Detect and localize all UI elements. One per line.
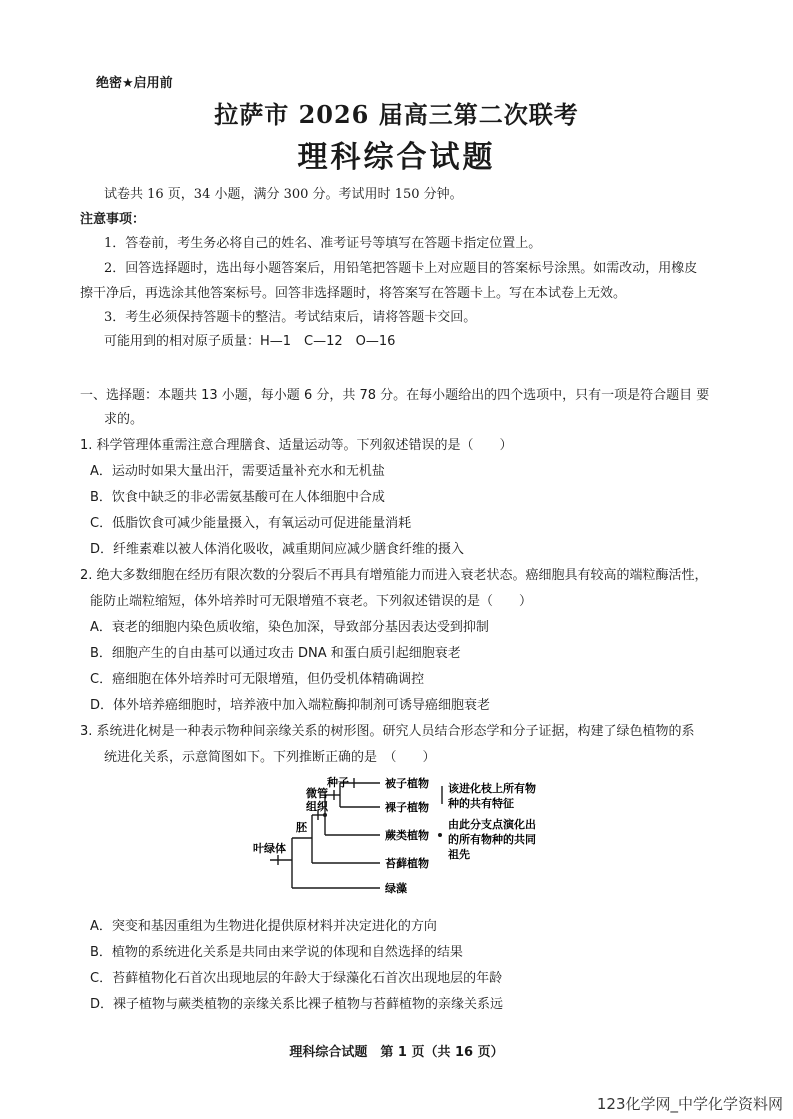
- trait-label-seed: 种子: [327, 776, 349, 789]
- question-2-stem-cont: 能防止端粒缩短，体外培养时可无限增殖不衰老。下列叙述错误的是（ ）: [90, 594, 533, 609]
- question-1-option-a: A．运动时如果大量出汗，需要适量补充水和无机盐: [90, 464, 385, 479]
- trait-label-vascular-2: 组织: [306, 800, 328, 813]
- exam-title: 拉萨市 2026 届高三第二次联考: [214, 100, 579, 129]
- question-3-option-d: D．裸子植物与蕨类植物的亲缘关系比裸子植物与苔藓植物的亲缘关系远: [90, 997, 504, 1012]
- question-2-option-c: C．癌细胞在体外培养时可无限增殖，但仍受机体精确调控: [90, 672, 425, 687]
- question-3-option-a: A．突变和基因重组为生物进化提供原材料并决定进化的方向: [90, 919, 437, 934]
- notice-item: 2．回答选择题时，选出每小题答案后，用铅笔把答题卡上对应题目的答案标号涂黑。如需改动，用橡皮: [104, 261, 698, 276]
- trait-label-vascular-1: 微管: [306, 787, 328, 800]
- notice-item: 3．考生必须保持答题卡的整洁。考试结束后，请将答题卡交回。: [104, 310, 477, 325]
- question-1-option-d: D．纤维素难以被人体消化吸收，减重期间应减少膳食纤维的摄入: [90, 542, 465, 557]
- question-2-option-b: B．细胞产生的自由基可以通过攻击 DNA 和蛋白质引起细胞衰老: [90, 646, 461, 661]
- question-2-stem: 2. 绝大多数细胞在经历有限次数的分裂后不再具有增殖能力而进入衰老状态。癌细胞具有较高的端粒酶活性，: [80, 568, 708, 583]
- question-1-option-b: B．饮食中缺乏的非必需氨基酸可在人体细胞中合成: [90, 490, 385, 505]
- notice-item: 擦干净后，再选涂其他答案标号。回答非选择题时，将答案写在答题卡上。写在本试卷上无效。: [80, 286, 627, 301]
- section-heading-cont: 求的。: [104, 412, 144, 427]
- trait-label-embryo: 胚: [296, 821, 307, 834]
- confidential-label: 绝密★启用前: [96, 76, 173, 91]
- notice-heading: 注意事项：: [80, 212, 146, 227]
- taxon-label: 苔藓植物: [385, 857, 429, 870]
- question-3-option-c: C．苔藓植物化石首次出现地层的年龄大于绿藻化石首次出现地层的年龄: [90, 971, 503, 986]
- legend-note-1-line: 种的共有特征: [448, 797, 514, 810]
- taxon-label: 裸子植物: [385, 801, 429, 814]
- phylogenetic-tree-diagram: [250, 770, 550, 905]
- taxon-label: 绿藻: [385, 882, 407, 895]
- legend-note-1-line: 该进化枝上所有物: [448, 782, 536, 795]
- taxon-label: 被子植物: [385, 777, 429, 790]
- branch-node-dot: [323, 813, 327, 817]
- section-heading: 一、选择题：本题共 13 小题，每小题 6 分，共 78 分。在每小题给出的四个选项中，只有一项是符合题目 要: [80, 388, 710, 403]
- legend-dot: [438, 833, 442, 837]
- question-3-stem-cont: 统进化关系，示意简图如下。下列推断正确的是 （ ）: [104, 750, 436, 765]
- subject-title: 理科综合试题: [297, 140, 496, 175]
- page-footer: 理科综合试题 第 1 页（共 16 页）: [289, 1045, 504, 1060]
- legend-note-2-line: 祖先: [448, 848, 470, 861]
- legend-note-2-line: 的所有物种的共同: [448, 833, 536, 846]
- legend-note-2-line: 由此分支点演化出: [448, 818, 536, 831]
- site-watermark: 123化学网_中学化学资料网: [596, 1095, 783, 1113]
- trait-label-chlorophyll: 叶绿体: [253, 842, 286, 855]
- question-1-stem: 1. 科学管理体重需注意合理膳食、适量运动等。下列叙述错误的是（ ）: [80, 438, 513, 453]
- question-1-option-c: C．低脂饮食可减少能量摄入，有氧运动可促进能量消耗: [90, 516, 412, 531]
- exam-intro: 试卷共 16 页，34 小题，满分 300 分。考试用时 150 分钟。: [104, 187, 463, 202]
- atomic-mass-note: 可能用到的相对原子质量：H—1 C—12 O—16: [104, 334, 396, 349]
- question-3-option-b: B．植物的系统进化关系是共同由来学说的体现和自然选择的结果: [90, 945, 463, 960]
- notice-item: 1．答卷前，考生务必将自己的姓名、准考证号等填写在答题卡指定位置上。: [104, 236, 542, 251]
- question-3-stem: 3. 系统进化树是一种表示物种间亲缘关系的树形图。研究人员结合形态学和分子证据，构建了绿色植物的系: [80, 724, 695, 739]
- question-2-option-a: A．衰老的细胞内染色质收缩，染色加深，导致部分基因表达受到抑制: [90, 620, 489, 635]
- taxon-label: 蕨类植物: [385, 829, 429, 842]
- question-2-option-d: D．体外培养癌细胞时，培养液中加入端粒酶抑制剂可诱导癌细胞衰老: [90, 698, 491, 713]
